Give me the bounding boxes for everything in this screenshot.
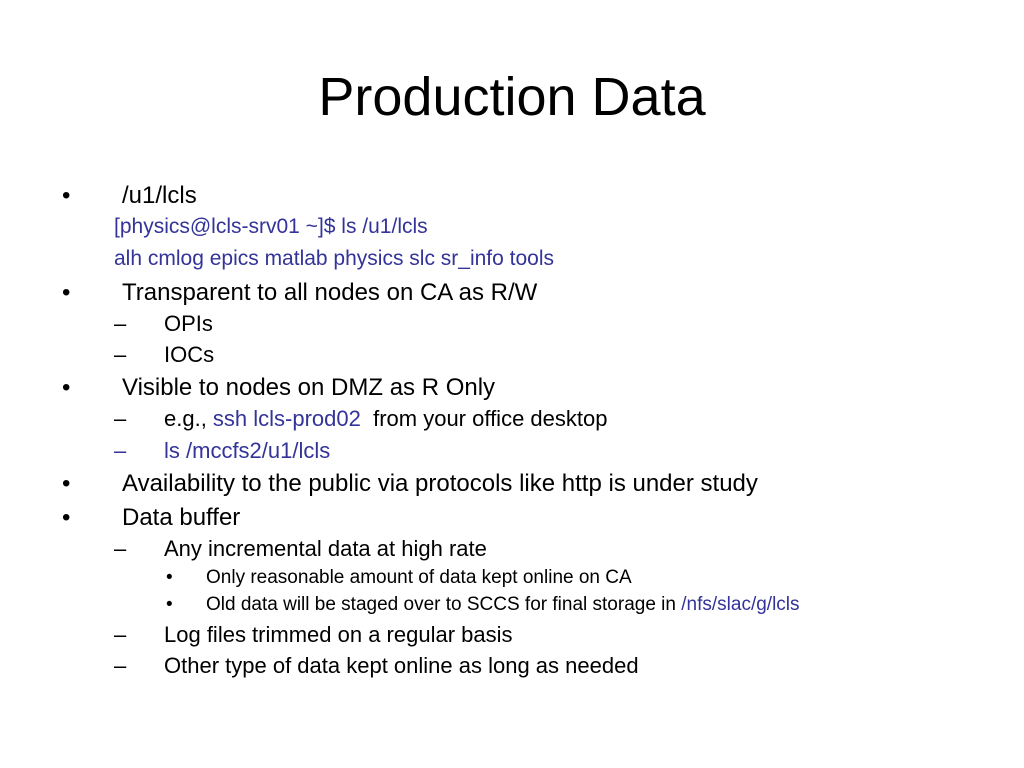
sub-item-log-files: Log files trimmed on a regular basis (164, 622, 513, 647)
staged-text: Old data will be staged over to SCCS for final storage in (206, 594, 682, 615)
dash-marker: – (114, 622, 127, 647)
sub-sub-item-staged (206, 593, 800, 617)
dash-marker: – (114, 311, 127, 336)
code-command-line: [physics@lcls-srv01 ~]$ ls /u1/lcls (114, 215, 428, 238)
sub-item-opis: OPIs (164, 311, 213, 336)
nfs-path: /nfs/slac/g/lcls (681, 594, 800, 615)
ssh-command: ssh lcls-prod02 (212, 406, 361, 431)
bullet-transparent: Transparent to all nodes on CA as R/W (122, 279, 538, 306)
dash-marker: – (114, 406, 127, 431)
bullet-marker: • (62, 504, 71, 531)
slide-title: Production Data (318, 67, 706, 127)
bullet-marker: • (62, 374, 71, 401)
code-output-line: alh cmlog epics matlab physics slc sr_info tools (114, 247, 555, 270)
bullet-marker-small: • (166, 594, 173, 615)
sub-item-iocs: IOCs (164, 342, 215, 367)
bullet-marker: • (62, 279, 71, 306)
sub-sub-item-online: Only reasonable amount of data kept online on CA (206, 567, 632, 588)
bullet-marker: • (62, 182, 71, 209)
sub-item-incremental: Any incremental data at high rate (164, 536, 487, 561)
dash-marker: – (114, 342, 127, 367)
bullet-marker: • (62, 470, 71, 497)
dash-marker: – (114, 653, 127, 678)
sub-item-ssh-example (164, 405, 607, 433)
example-suffix: from your office desktop (360, 406, 608, 431)
bullet-visible-dmz: Visible to nodes on DMZ as R Only (122, 374, 496, 401)
dash-marker: – (114, 536, 127, 561)
bullet-data-buffer: Data buffer (122, 504, 241, 531)
bullet-marker-small: • (166, 567, 173, 588)
dash-marker: – (114, 438, 127, 463)
sub-item-other-data: Other type of data kept online as long as needed (164, 653, 639, 678)
bullet-availability: Availability to the public via protocols like http is under study (122, 470, 758, 497)
example-prefix: e.g., (164, 406, 213, 431)
bullet-u1-lcls: /u1/lcls (122, 182, 197, 209)
sub-item-ls-command: ls /mccfs2/u1/lcls (164, 438, 331, 463)
